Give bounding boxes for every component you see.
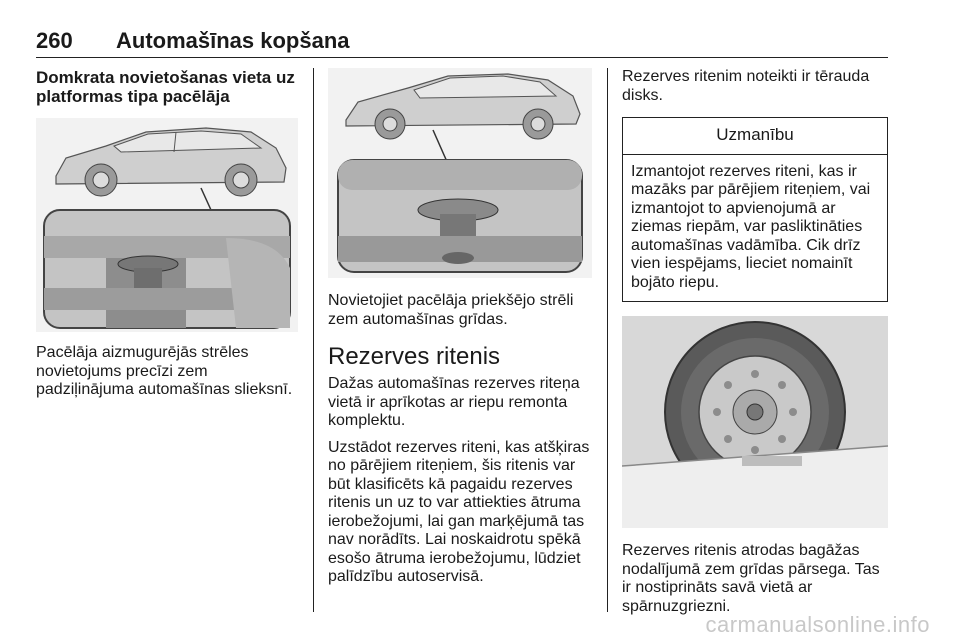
column-middle <box>328 68 592 595</box>
front-arm-text: Novietojiet pacēlāja priekšējo strēli zem automašīnas grīdas. <box>328 292 574 328</box>
warning-box <box>622 117 888 302</box>
spare-wheel-illustration <box>622 316 888 528</box>
repair-kit-text: Dažas automašīnas rezerves riteņa vietā ir aprīkotas ar riepu remonta komplektu. <box>328 375 580 429</box>
column-right <box>622 68 888 624</box>
column-divider <box>313 68 314 612</box>
rear-arm-caption: Pacēlāja aizmugurējās strēles novietojums precīzi zem padziļinājuma automašīnas slieksnī. <box>36 344 293 398</box>
temporary-spare-text: Uzstādot rezerves riteni, kas atšķiras no pārējiem riteņiem, šis ritenis var būt klasificēts kā pagaidu rezerves ritenis un uz to var attiekties ātruma ierobežojumi, lai gan marķējumā tas nav norādīts. Lai noskaidrotu spēkā esošo ātruma ierobežojumu, lūdziet palīdzību autoservisā. <box>328 438 590 585</box>
watermark: carmanualsonline.info <box>705 612 930 637</box>
spare-location-caption: Rezerves ritenis atrodas bagāžas nodalījumā zem grīdas pārsega. Tas ir nostiprināts savā vietā ar spārnuzgriezni. <box>622 542 880 615</box>
spare-wheel-heading: Rezerves ritenis <box>328 343 501 370</box>
rear-lift-arm-illustration <box>36 118 298 332</box>
steel-rim-text: Rezerves ritenim noteikti ir tērauda disks. <box>622 68 870 104</box>
warning-title: Uzmanību <box>623 118 887 155</box>
column-left <box>36 68 298 408</box>
warning-text: Izmantojot rezerves riteni, kas ir mazāks par pārējiem riteņiem, vai izmantojot to apvienojumā ar ziemas riepām, var pasliktināties automašīnas vadāmība. Cik drīz vien iespējams, lieciet nomainīt bojāto riepu. <box>631 162 871 291</box>
page-title: Automašīnas kopšana <box>116 28 350 53</box>
jack-position-heading: Domkrata novietošanas vieta uz platformas tipa pacēlāja <box>36 68 295 106</box>
page-number: 260 <box>36 28 73 53</box>
page-header <box>36 28 888 58</box>
column-divider <box>607 68 608 612</box>
front-lift-arm-illustration <box>328 68 592 278</box>
